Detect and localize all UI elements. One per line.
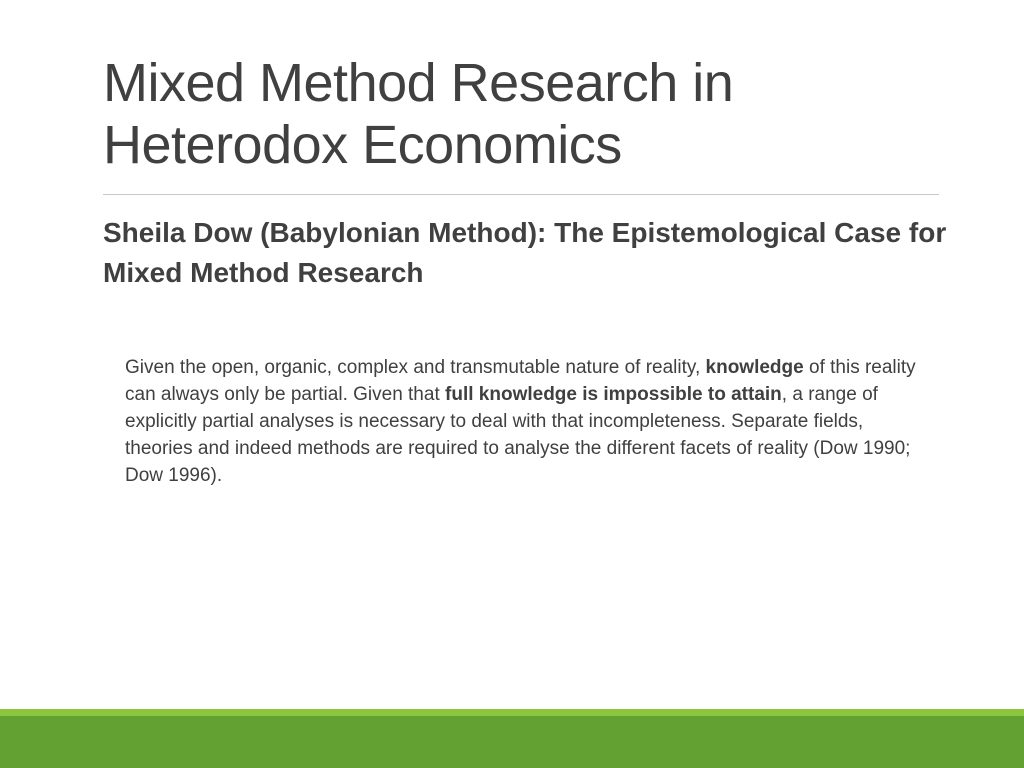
title-divider [103,194,939,195]
slide-title: Mixed Method Research in Heterodox Economics [103,53,734,175]
footer-accent-bar [0,709,1024,716]
body-bold-full-knowledge: full knowledge is impossible to attain [445,384,782,405]
body-paragraph [125,354,925,489]
slide-subtitle: Sheila Dow (Babylonian Method): The Epistemological Case for Mixed Method Research [103,217,947,288]
footer-bar [0,716,1024,768]
body-bold-knowledge: knowledge [705,357,804,378]
body-text-segment: Given the open, organic, complex and transmutable nature of reality, [125,357,706,378]
body-text-segment: , a range of explicitly partial analyses is necessary to deal with that incompleteness. Separate fields, theories and indeed methods are required to analyse the different facets of reality (Dow 1990; Dow 1996). [125,384,911,486]
body-text-segment: of this reality can always only be partial. Given that [125,357,916,405]
